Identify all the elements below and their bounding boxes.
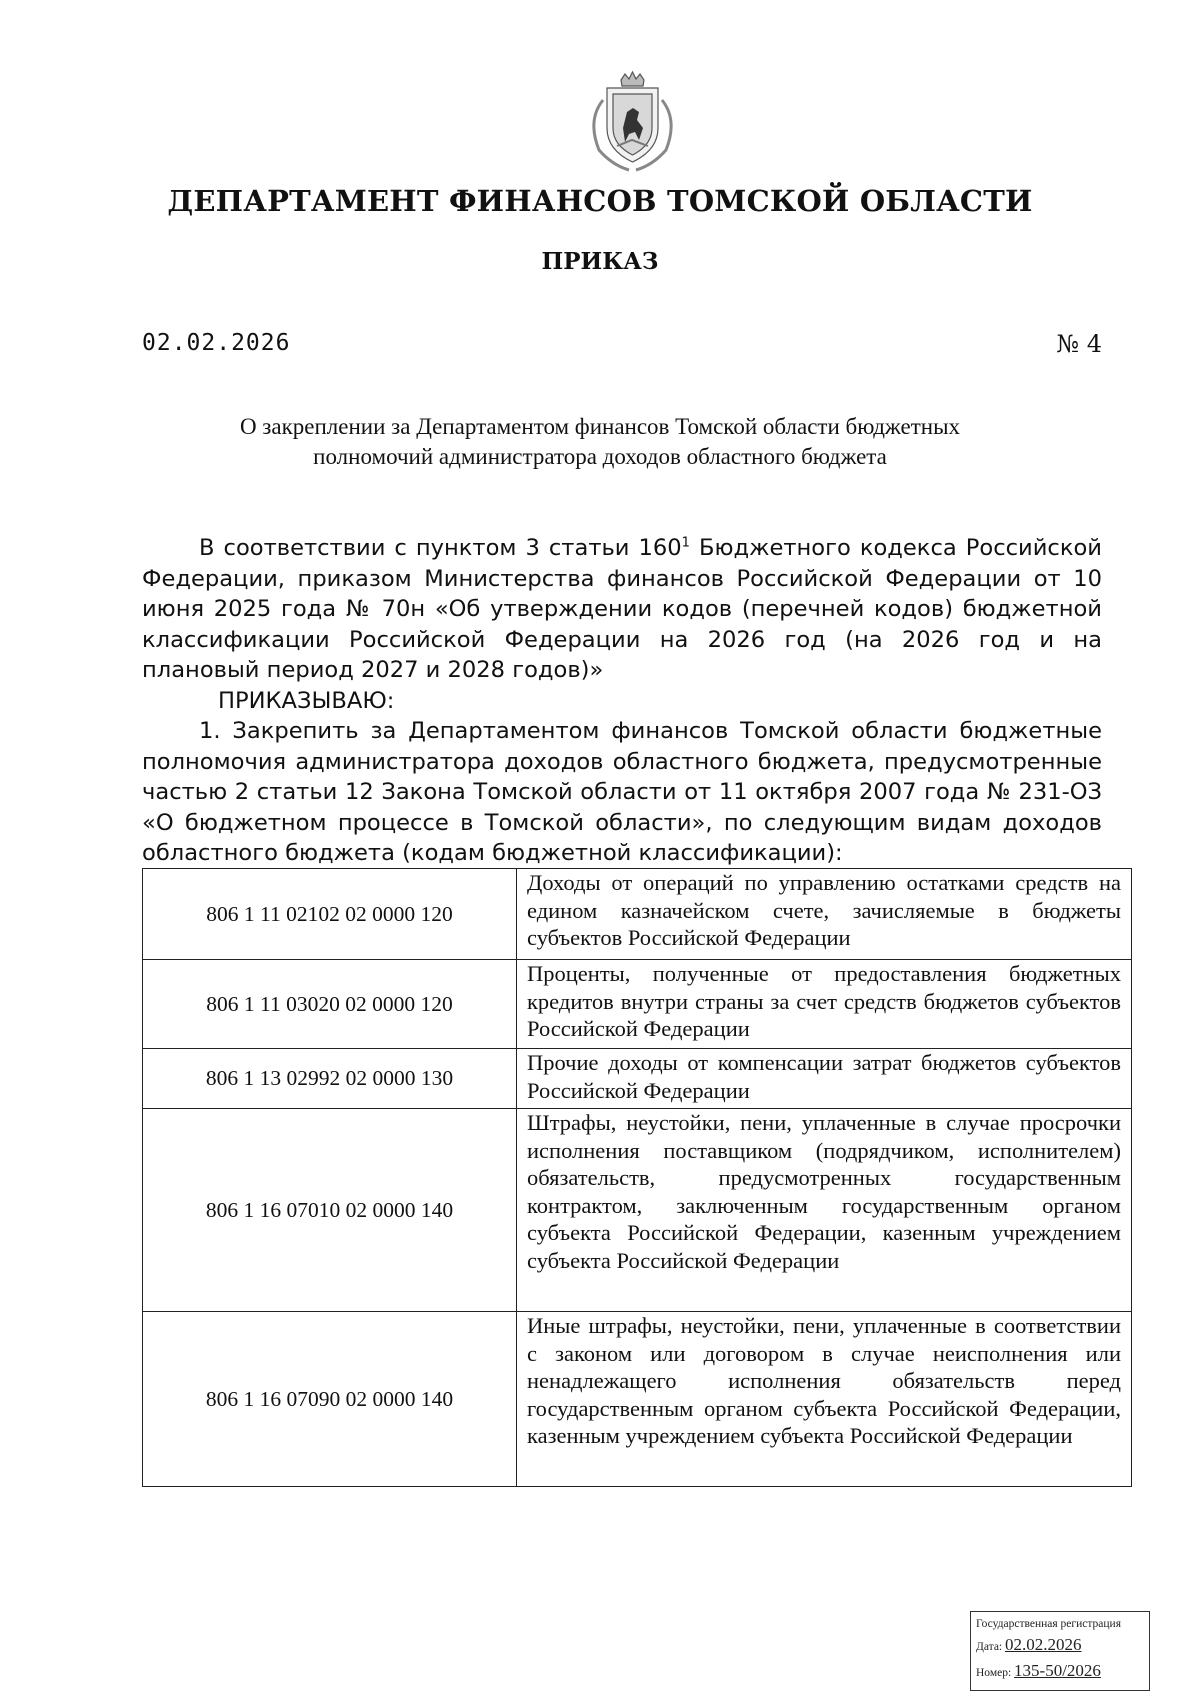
registration-date-value: 02.02.2026: [1005, 1635, 1082, 1654]
income-description-cell: Иные штрафы, неустойки, пени, уплаченные в соответствии с законом или договором в случае неисполнения или ненадлежащего исполнения обязательств перед государственным органом субъекта Российской Федерации, казенным учреждением субъекта Российской Федерации: [517, 1312, 1132, 1487]
department-title: ДЕПАРТАМЕНТ ФИНАНСОВ ТОМСКОЙ ОБЛАСТИ: [167, 184, 1033, 218]
order-number: № 4: [1056, 330, 1102, 358]
registration-number-value: 135-50/2026: [1014, 1661, 1101, 1680]
registration-date: [976, 1633, 1144, 1659]
registration-date-label: Дата:: [976, 1641, 1003, 1653]
budget-code-cell: 806 1 16 07010 02 0000 140: [143, 1109, 517, 1312]
tomsk-oblast-coat-of-arms-icon: [577, 70, 688, 174]
income-description-cell: Штрафы, неустойки, пени, уплаченные в случае просрочки исполнения поставщиком (подрядчиком, исполнителем) обязательств, предусмотренных государственным контрактом, заключенным государственным органом субъекта Российской Федерации, казенным учреждением субъекта Российской Федерации: [517, 1109, 1132, 1312]
registration-title: Государственная регистрация: [976, 1618, 1121, 1630]
document-type-title: ПРИКАЗ: [541, 248, 659, 275]
registration-stamp: [970, 1611, 1150, 1691]
budget-code-cell: 806 1 11 02102 02 0000 120: [143, 869, 517, 960]
income-description-cell: Доходы от операций по управлению остатками средств на едином казначейском счете, зачисляемые в бюджеты субъектов Российской Федерации: [517, 869, 1132, 960]
item-1-paragraph: 1. Закрепить за Департаментом финансов Томской области бюджетные полномочия администратора доходов областного бюджета, предусмотренные частью 2 статьи 12 Закона Томской области от 11 октября 2007 года № 231-ОЗ «О бюджетном процессе в Томской области», по следующим видам доходов областного бюджета (кодам бюджетной классификации):: [142, 718, 1102, 866]
budget-code-cell: 806 1 13 02992 02 0000 130: [143, 1049, 517, 1109]
budget-codes-table: [142, 868, 1132, 1487]
preamble-paragraph: В соответствии с пунктом 3 статьи $160^1$ Бюджетного кодекса Российской Федерации, приказом Министерства финансов Российской Федерации от 10 июня 2025 года № 70н «Об утверждении кодов (перечней кодов) бюджетной классификации Российской Федерации на 2026 год (на 2026 год и на плановый период 2027 и 2028 годов)»: [142, 535, 1102, 683]
registration-number-label: Номер:: [976, 1667, 1012, 1679]
order-subject: [150, 412, 1050, 472]
table-row: [143, 869, 1132, 960]
budget-code-cell: 806 1 16 07090 02 0000 140: [143, 1312, 517, 1487]
table-row: [143, 1049, 1132, 1109]
subject-line: полномочий администратора доходов областного бюджета: [313, 444, 887, 469]
income-description-cell: Проценты, полученные от предоставления бюджетных кредитов внутри страны за счет средств бюджетов субъектов Российской Федерации: [517, 960, 1132, 1049]
income-description-cell: Прочие доходы от компенсации затрат бюджетов субъектов Российской Федерации: [517, 1049, 1132, 1109]
budget-code-cell: 806 1 11 03020 02 0000 120: [143, 960, 517, 1049]
table-row: [143, 1312, 1132, 1487]
decree-word: ПРИКАЗЫВАЮ:: [218, 687, 395, 714]
order-date: 02.02.2026: [142, 330, 291, 356]
registration-number: [976, 1659, 1144, 1685]
subject-line: О закреплении за Департаментом финансов Томской области бюджетных: [239, 414, 961, 439]
table-row: [143, 1109, 1132, 1312]
table-row: [143, 960, 1132, 1049]
article-superscript: 1: [681, 535, 690, 551]
order-body: [142, 533, 1102, 869]
